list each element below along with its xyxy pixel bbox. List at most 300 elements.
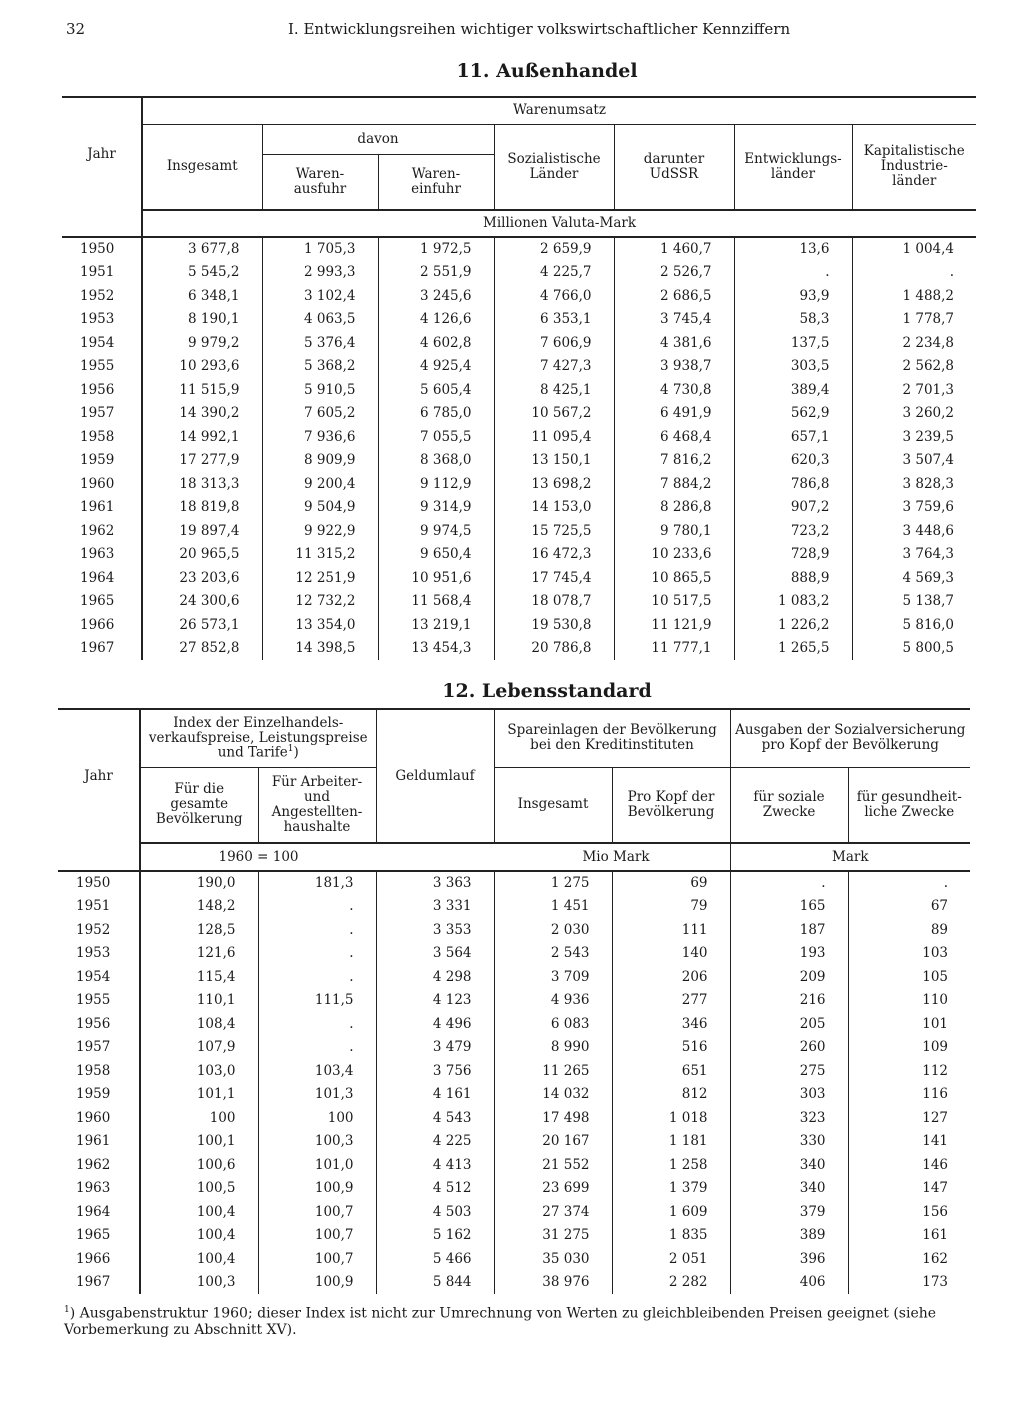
value-cell: 105 (848, 965, 970, 989)
value-cell: 728,9 (734, 543, 852, 567)
year-cell: 1951 (80, 264, 115, 281)
value-cell: 8 286,8 (614, 496, 734, 520)
value-cell: 4 126,6 (378, 308, 494, 332)
value-cell: 3 479 (376, 1036, 494, 1060)
year-cell: 1963 (76, 1180, 111, 1197)
value-cell: 4 225,7 (494, 261, 614, 285)
value-cell: 4 503 (376, 1200, 494, 1224)
value-cell: 11 515,9 (142, 378, 262, 402)
value-cell: 2 686,5 (614, 284, 734, 308)
value-cell: 888,9 (734, 566, 852, 590)
header-spar-pro-kopf: Pro Kopf der Bevölkerung (612, 767, 730, 843)
value-cell: 38 976 (494, 1271, 612, 1295)
value-cell: 4 381,6 (614, 331, 734, 355)
year-cell: 1959 (76, 1086, 111, 1103)
value-cell: 100,3 (140, 1271, 258, 1295)
value-cell: 9 922,9 (262, 519, 378, 543)
value-cell: 277 (612, 989, 730, 1013)
header-insgesamt: Insgesamt (142, 124, 262, 210)
value-cell: 20 167 (494, 1130, 612, 1154)
header-sozialistische-laender: Sozialistische Länder (494, 124, 614, 210)
value-cell: 121,6 (140, 942, 258, 966)
year-cell: 1957 (80, 405, 115, 422)
value-cell: 2 234,8 (852, 331, 976, 355)
value-cell: 260 (730, 1036, 848, 1060)
year-cell: 1962 (80, 522, 115, 539)
value-cell: 9 780,1 (614, 519, 734, 543)
year-cell: 1958 (80, 428, 115, 445)
value-cell: 140 (612, 942, 730, 966)
table-row (62, 613, 976, 637)
value-cell: . (730, 871, 848, 895)
year-cell: 1963 (80, 546, 115, 563)
value-cell: 4 569,3 (852, 566, 976, 590)
value-cell: 4 925,4 (378, 355, 494, 379)
value-cell: 2 562,8 (852, 355, 976, 379)
value-cell: 108,4 (140, 1012, 258, 1036)
value-cell: 19 530,8 (494, 613, 614, 637)
table-row (62, 496, 976, 520)
value-cell: 1 258 (612, 1153, 730, 1177)
value-cell: 13 219,1 (378, 613, 494, 637)
value-cell: 5 162 (376, 1224, 494, 1248)
year-cell: 1965 (76, 1227, 111, 1244)
value-cell: . (258, 942, 376, 966)
footnote-text: ) Ausgabenstruktur 1960; dieser Index ist nicht zur Umrechnung von Werten zu gleichbleibenden Preisen geeignet (siehe Vorbemerkung zu Abschnitt XV). (64, 1305, 937, 1338)
value-cell: 58,3 (734, 308, 852, 332)
value-cell: 1 265,5 (734, 637, 852, 661)
value-cell: 9 314,9 (378, 496, 494, 520)
value-cell: 1 705,3 (262, 237, 378, 261)
value-cell: . (258, 1036, 376, 1060)
value-cell: 9 504,9 (262, 496, 378, 520)
value-cell: 100,4 (140, 1247, 258, 1271)
table-row (58, 1083, 970, 1107)
value-cell: 3 353 (376, 918, 494, 942)
header-unit-mio-mark: Mio Mark (376, 843, 730, 871)
value-cell: 3 245,6 (378, 284, 494, 308)
value-cell: 190,0 (140, 871, 258, 895)
value-cell: 723,2 (734, 519, 852, 543)
value-cell: 5 368,2 (262, 355, 378, 379)
year-cell: 1956 (76, 1015, 111, 1032)
value-cell: 100,3 (258, 1130, 376, 1154)
value-cell: 79 (612, 895, 730, 919)
value-cell: 651 (612, 1059, 730, 1083)
value-cell: 146 (848, 1153, 970, 1177)
value-cell: 20 965,5 (142, 543, 262, 567)
value-cell: 161 (848, 1224, 970, 1248)
value-cell: 93,9 (734, 284, 852, 308)
table-row (58, 942, 970, 966)
value-cell: . (258, 895, 376, 919)
value-cell: 10 567,2 (494, 402, 614, 426)
value-cell: 7 606,9 (494, 331, 614, 355)
value-cell: 4 543 (376, 1106, 494, 1130)
value-cell: 8 425,1 (494, 378, 614, 402)
table-row (62, 308, 976, 332)
value-cell: 18 819,8 (142, 496, 262, 520)
table-row (58, 1224, 970, 1248)
header-unit-mark: Mark (730, 843, 970, 871)
value-cell: 100,6 (140, 1153, 258, 1177)
value-cell: 275 (730, 1059, 848, 1083)
value-cell: 111,5 (258, 989, 376, 1013)
table-row (62, 472, 976, 496)
running-head (66, 20, 972, 42)
value-cell: 4 161 (376, 1083, 494, 1107)
value-cell: 13 454,3 (378, 637, 494, 661)
value-cell: 10 233,6 (614, 543, 734, 567)
value-cell: 1 181 (612, 1130, 730, 1154)
value-cell: 17 498 (494, 1106, 612, 1130)
value-cell: 562,9 (734, 402, 852, 426)
value-cell: 323 (730, 1106, 848, 1130)
value-cell: 127 (848, 1106, 970, 1130)
value-cell: 2 051 (612, 1247, 730, 1271)
value-cell: 173 (848, 1271, 970, 1295)
value-cell: 3 448,6 (852, 519, 976, 543)
value-cell: 13 698,2 (494, 472, 614, 496)
year-cell: 1954 (80, 334, 115, 351)
value-cell: 12 732,2 (262, 590, 378, 614)
year-cell: 1954 (76, 968, 111, 985)
value-cell: 5 466 (376, 1247, 494, 1271)
value-cell: 115,4 (140, 965, 258, 989)
value-cell: 18 313,3 (142, 472, 262, 496)
value-cell: 11 095,4 (494, 425, 614, 449)
value-cell: . (852, 261, 976, 285)
table-row (62, 378, 976, 402)
value-cell: 20 786,8 (494, 637, 614, 661)
value-cell: 3 764,3 (852, 543, 976, 567)
value-cell: 2 993,3 (262, 261, 378, 285)
year-cell: 1962 (76, 1156, 111, 1173)
header-unit-valuta-mark: Millionen Valuta-Mark (142, 210, 976, 237)
value-cell: 27 374 (494, 1200, 612, 1224)
value-cell: 1 379 (612, 1177, 730, 1201)
value-cell: 2 526,7 (614, 261, 734, 285)
value-cell: 181,3 (258, 871, 376, 895)
table-row (62, 543, 976, 567)
value-cell: 103,4 (258, 1059, 376, 1083)
value-cell: 303 (730, 1083, 848, 1107)
table-row (62, 637, 976, 661)
value-cell: 620,3 (734, 449, 852, 473)
table-row (58, 1036, 970, 1060)
value-cell: 812 (612, 1083, 730, 1107)
header-gesamte-bevoelkerung: Für die gesamte Bevölkerung (140, 767, 258, 843)
value-cell: 4 936 (494, 989, 612, 1013)
value-cell: 147 (848, 1177, 970, 1201)
value-cell: 14 992,1 (142, 425, 262, 449)
year-cell: 1955 (76, 992, 111, 1009)
value-cell: 24 300,6 (142, 590, 262, 614)
value-cell: 100,7 (258, 1224, 376, 1248)
value-cell: 19 897,4 (142, 519, 262, 543)
value-cell: 4 298 (376, 965, 494, 989)
value-cell: 3 564 (376, 942, 494, 966)
year-cell: 1967 (76, 1274, 111, 1291)
header-index-einzelhandel: Index der Einzelhandels- verkaufspreise, Leistungspreise und Tarife$^1$) (140, 709, 376, 767)
value-cell: 112 (848, 1059, 970, 1083)
value-cell: 9 974,5 (378, 519, 494, 543)
year-cell: 1966 (80, 616, 115, 633)
value-cell: 137,5 (734, 331, 852, 355)
value-cell: 9 112,9 (378, 472, 494, 496)
value-cell: 27 852,8 (142, 637, 262, 661)
value-cell: 209 (730, 965, 848, 989)
value-cell: 6 468,4 (614, 425, 734, 449)
value-cell: 69 (612, 871, 730, 895)
value-cell: 340 (730, 1153, 848, 1177)
value-cell: 4 602,8 (378, 331, 494, 355)
value-cell: 11 777,1 (614, 637, 734, 661)
year-cell: 1957 (76, 1039, 111, 1056)
value-cell: 116 (848, 1083, 970, 1107)
value-cell: 5 844 (376, 1271, 494, 1295)
value-cell: 6 353,1 (494, 308, 614, 332)
value-cell: 330 (730, 1130, 848, 1154)
value-cell: 128,5 (140, 918, 258, 942)
lebensstandard-table (58, 708, 970, 1294)
value-cell: 141 (848, 1130, 970, 1154)
value-cell: 26 573,1 (142, 613, 262, 637)
value-cell: 6 491,9 (614, 402, 734, 426)
table-row (58, 1130, 970, 1154)
value-cell: 205 (730, 1012, 848, 1036)
value-cell: 3 828,3 (852, 472, 976, 496)
header-jahr-12: Jahr (58, 709, 140, 843)
value-cell: 3 239,5 (852, 425, 976, 449)
value-cell: 5 800,5 (852, 637, 976, 661)
value-cell: 21 552 (494, 1153, 612, 1177)
table-row (58, 895, 970, 919)
value-cell: 3 507,4 (852, 449, 976, 473)
value-cell: 35 030 (494, 1247, 612, 1271)
year-cell: 1959 (80, 452, 115, 469)
value-cell: 2 659,9 (494, 237, 614, 261)
value-cell: 4 730,8 (614, 378, 734, 402)
year-cell: 1960 (76, 1109, 111, 1126)
value-cell: 3 102,4 (262, 284, 378, 308)
value-cell: 6 083 (494, 1012, 612, 1036)
value-cell: 18 078,7 (494, 590, 614, 614)
value-cell: 100,5 (140, 1177, 258, 1201)
value-cell: 109 (848, 1036, 970, 1060)
table-row (62, 449, 976, 473)
year-cell: 1964 (80, 569, 115, 586)
value-cell: 193 (730, 942, 848, 966)
value-cell: . (258, 965, 376, 989)
table-row (58, 1012, 970, 1036)
value-cell: 7 816,2 (614, 449, 734, 473)
value-cell: 3 709 (494, 965, 612, 989)
header-kapitalistische-laender: Kapitalistische Industrie- länder (852, 124, 976, 210)
header-warenausfuhr: Waren- ausfuhr (262, 154, 378, 210)
header-warenumsatz: Warenumsatz (142, 97, 976, 124)
header-davon: davon (262, 124, 494, 154)
table-row (62, 519, 976, 543)
table-row (62, 261, 976, 285)
value-cell: 162 (848, 1247, 970, 1271)
year-cell: 1958 (76, 1062, 111, 1079)
value-cell: 107,9 (140, 1036, 258, 1060)
value-cell: . (734, 261, 852, 285)
value-cell: . (258, 1012, 376, 1036)
value-cell: 11 568,4 (378, 590, 494, 614)
value-cell: 101,1 (140, 1083, 258, 1107)
value-cell: 4 766,0 (494, 284, 614, 308)
value-cell: 7 884,2 (614, 472, 734, 496)
header-jahr: Jahr (62, 97, 142, 210)
value-cell: 17 745,4 (494, 566, 614, 590)
value-cell: 100 (140, 1106, 258, 1130)
year-cell: 1953 (80, 311, 115, 328)
value-cell: 4 063,5 (262, 308, 378, 332)
value-cell: 7 427,3 (494, 355, 614, 379)
table-row (62, 284, 976, 308)
value-cell: 1 275 (494, 871, 612, 895)
year-cell: 1955 (80, 358, 115, 375)
table-row (62, 331, 976, 355)
value-cell: 156 (848, 1200, 970, 1224)
value-cell: 216 (730, 989, 848, 1013)
value-cell: 2 551,9 (378, 261, 494, 285)
table-row (58, 1247, 970, 1271)
year-cell: 1964 (76, 1203, 111, 1220)
year-cell: 1966 (76, 1250, 111, 1267)
header-soziale-zwecke: für soziale Zwecke (730, 767, 848, 843)
value-cell: 5 605,4 (378, 378, 494, 402)
value-cell: 516 (612, 1036, 730, 1060)
value-cell: 100,9 (258, 1271, 376, 1295)
table-row (62, 566, 976, 590)
value-cell: 3 938,7 (614, 355, 734, 379)
value-cell: 17 277,9 (142, 449, 262, 473)
value-cell: 3 260,2 (852, 402, 976, 426)
value-cell: 101 (848, 1012, 970, 1036)
year-cell: 1950 (80, 241, 115, 258)
year-cell: 1965 (80, 593, 115, 610)
value-cell: 11 315,2 (262, 543, 378, 567)
value-cell: 111 (612, 918, 730, 942)
value-cell: 5 816,0 (852, 613, 976, 637)
year-cell: 1953 (76, 945, 111, 962)
value-cell: 110,1 (140, 989, 258, 1013)
value-cell: 23 203,6 (142, 566, 262, 590)
value-cell: 1 451 (494, 895, 612, 919)
header-unit-index: 1960 = 100 (140, 843, 376, 871)
value-cell: 100,7 (258, 1247, 376, 1271)
value-cell: 148,2 (140, 895, 258, 919)
year-cell: 1960 (80, 475, 115, 492)
value-cell: 4 496 (376, 1012, 494, 1036)
value-cell: 9 979,2 (142, 331, 262, 355)
value-cell: 1 778,7 (852, 308, 976, 332)
header-spareinlagen: Spareinlagen der Bevölkerung bei den Kreditinstituten (494, 709, 730, 767)
value-cell: 7 055,5 (378, 425, 494, 449)
value-cell: 8 909,9 (262, 449, 378, 473)
year-cell: 1952 (80, 287, 115, 304)
table-row (58, 871, 970, 895)
value-cell: 100,4 (140, 1224, 258, 1248)
value-cell: 346 (612, 1012, 730, 1036)
value-cell: 7 936,6 (262, 425, 378, 449)
value-cell: 8 990 (494, 1036, 612, 1060)
value-cell: 4 413 (376, 1153, 494, 1177)
table-row (58, 965, 970, 989)
value-cell: 5 138,7 (852, 590, 976, 614)
value-cell: 2 543 (494, 942, 612, 966)
year-cell: 1951 (76, 898, 111, 915)
header-udssr: darunter UdSSR (614, 124, 734, 210)
running-title: I. Entwicklungsreihen wichtiger volkswirtschaftlicher Kennziffern (288, 20, 791, 38)
value-cell: 13,6 (734, 237, 852, 261)
value-cell: 5 910,5 (262, 378, 378, 402)
value-cell: 3 677,8 (142, 237, 262, 261)
table-row (62, 402, 976, 426)
header-gesundheitliche-zwecke: für gesundheit- liche Zwecke (848, 767, 970, 843)
value-cell: 2 701,3 (852, 378, 976, 402)
value-cell: 3 363 (376, 871, 494, 895)
value-cell: 14 153,0 (494, 496, 614, 520)
year-cell: 1961 (76, 1133, 111, 1150)
value-cell: 3 745,4 (614, 308, 734, 332)
value-cell: 10 293,6 (142, 355, 262, 379)
value-cell: 3 331 (376, 895, 494, 919)
value-cell: . (848, 871, 970, 895)
value-cell: . (258, 918, 376, 942)
value-cell: 206 (612, 965, 730, 989)
header-wareneinfuhr: Waren- einfuhr (378, 154, 494, 210)
value-cell: 379 (730, 1200, 848, 1224)
value-cell: 165 (730, 895, 848, 919)
value-cell: 16 472,3 (494, 543, 614, 567)
value-cell: 340 (730, 1177, 848, 1201)
value-cell: 389,4 (734, 378, 852, 402)
value-cell: 1 835 (612, 1224, 730, 1248)
value-cell: 15 725,5 (494, 519, 614, 543)
year-cell: 1967 (80, 640, 115, 657)
value-cell: 396 (730, 1247, 848, 1271)
footnote (64, 1302, 972, 1338)
value-cell: 2 282 (612, 1271, 730, 1295)
value-cell: 13 150,1 (494, 449, 614, 473)
table-row (62, 425, 976, 449)
value-cell: 3 759,6 (852, 496, 976, 520)
table-row (62, 590, 976, 614)
table-row (58, 989, 970, 1013)
value-cell: 1 488,2 (852, 284, 976, 308)
table-row (62, 355, 976, 379)
header-geldumlauf: Geldumlauf (376, 709, 494, 843)
value-cell: 13 354,0 (262, 613, 378, 637)
page-number: 32 (66, 20, 86, 38)
year-cell: 1950 (76, 875, 111, 892)
value-cell: 8 190,1 (142, 308, 262, 332)
value-cell: 1 226,2 (734, 613, 852, 637)
year-cell: 1961 (80, 499, 115, 516)
value-cell: 1 972,5 (378, 237, 494, 261)
value-cell: 67 (848, 895, 970, 919)
section-11-title: 11. Außenhandel (456, 60, 638, 82)
value-cell: 1 460,7 (614, 237, 734, 261)
value-cell: 89 (848, 918, 970, 942)
value-cell: 4 512 (376, 1177, 494, 1201)
table-row (58, 1200, 970, 1224)
value-cell: 907,2 (734, 496, 852, 520)
